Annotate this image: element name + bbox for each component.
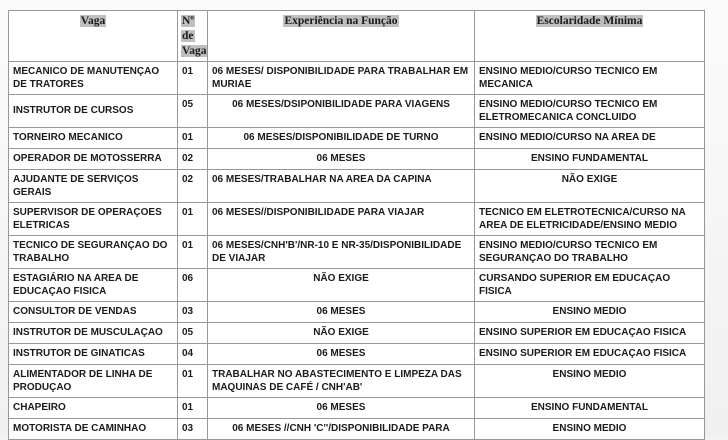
cell-vaga: OPERADOR DE MOTOSSERRA <box>9 148 178 169</box>
cell-num-vagas: 05 <box>178 94 208 127</box>
table-row <box>9 322 705 343</box>
cell-vaga: INSTRUTOR DE CURSOS <box>9 94 178 127</box>
cell-escolaridade: ENSINO MEDIO/CURSO TECNICO EM MECANICA <box>475 61 705 94</box>
cell-experiencia: 06 MESES/DSIPONIBILIDADE PARA VIAGENS <box>208 94 475 127</box>
cell-experiencia: 06 MESES <box>208 148 475 169</box>
cell-vaga: TORNEIRO MECANICO <box>9 127 178 148</box>
cell-num-vagas: 03 <box>178 418 208 439</box>
cell-experiencia: 06 MESES //CNH 'C''/DISPONIBILIDADE PARA <box>208 418 475 439</box>
table-row <box>9 202 705 235</box>
cell-escolaridade: NÃO EXIGE <box>475 169 705 202</box>
cell-experiencia: 06 MESES <box>208 343 475 364</box>
cell-escolaridade: ENSINO SUPERIOR EM EDUCAÇAO FISICA <box>475 322 705 343</box>
cell-num-vagas: 01 <box>178 397 208 418</box>
vacancies-table-header <box>9 11 705 62</box>
cell-num-vagas: 04 <box>178 343 208 364</box>
table-row <box>9 364 705 397</box>
cell-experiencia: 06 MESES <box>208 301 475 322</box>
cell-vaga: MOTORISTA DE CAMINHAO <box>9 418 178 439</box>
cell-num-vagas: 03 <box>178 301 208 322</box>
cell-experiencia: 06 MESES <box>208 397 475 418</box>
cell-escolaridade: TECNICO EM ELETROTECNICA/CURSO NA AREA DE ELETRICIDADE/ENSINO MEDIO <box>475 202 705 235</box>
cell-vaga: CONSULTOR DE VENDAS <box>9 301 178 322</box>
vacancies-table-body <box>9 61 705 439</box>
header-escolaridade-label: Escolaridade Mínima <box>536 15 643 27</box>
cell-vaga: ESTAGIÁRIO NA AREA DE EDUCAÇAO FISICA <box>9 268 178 301</box>
cell-vaga: SUPERVISOR DE OPERAÇOES ELETRICAS <box>9 202 178 235</box>
cell-escolaridade: ENSINO FUNDAMENTAL <box>475 148 705 169</box>
cell-escolaridade: ENSINO FUNDAMENTAL <box>475 397 705 418</box>
table-row <box>9 61 705 94</box>
cell-vaga: MECANICO DE MANUTENÇAO DE TRATORES <box>9 61 178 94</box>
cell-experiencia: 06 MESES/CNH'B'/NR-10 E NR-35/DISPONIBILIDADE DE VIAJAR <box>208 235 475 268</box>
cell-escolaridade: ENSINO MEDIO/CURSO NA AREA DE <box>475 127 705 148</box>
table-row <box>9 148 705 169</box>
header-num-vagas <box>178 11 208 62</box>
header-experiencia-label: Experiência na Função <box>284 15 398 27</box>
cell-num-vagas: 06 <box>178 268 208 301</box>
cell-num-vagas: 01 <box>178 364 208 397</box>
cell-num-vagas: 01 <box>178 127 208 148</box>
table-row <box>9 343 705 364</box>
cell-num-vagas: 02 <box>178 148 208 169</box>
cell-num-vagas: 01 <box>178 202 208 235</box>
table-row <box>9 235 705 268</box>
table-row <box>9 268 705 301</box>
table-row <box>9 418 705 439</box>
cell-experiencia: 06 MESES/DISPONIBILIDADE DE TURNO <box>208 127 475 148</box>
cell-escolaridade: ENSINO MEDIO/CURSO TECNICO EM SEGURANÇAO DO TRABALHO <box>475 235 705 268</box>
cell-escolaridade: CURSANDO SUPERIOR EM EDUCAÇAO FISICA <box>475 268 705 301</box>
header-experiencia <box>208 11 475 62</box>
header-row <box>9 11 705 62</box>
table-row <box>9 301 705 322</box>
cell-escolaridade: ENSINO MEDIO/CURSO TECNICO EM ELETROMECANICA CONCLUIDO <box>475 94 705 127</box>
cell-experiencia: 06 MESES/TRABALHAR NA AREA DA CAPINA <box>208 169 475 202</box>
cell-escolaridade: ENSINO MEDIO <box>475 418 705 439</box>
cell-vaga: INSTRUTOR DE MUSCULAÇAO <box>9 322 178 343</box>
table-row <box>9 169 705 202</box>
cell-num-vagas: 05 <box>178 322 208 343</box>
header-escolaridade <box>475 11 705 62</box>
cell-experiencia: NÃO EXIGE <box>208 268 475 301</box>
cell-vaga: AJUDANTE DE SERVIÇOS GERAIS <box>9 169 178 202</box>
cell-escolaridade: ENSINO SUPERIOR EM EDUCAÇAO FISICA <box>475 343 705 364</box>
header-vaga-label: Vaga <box>80 15 106 27</box>
cell-escolaridade: ENSINO MEDIO <box>475 364 705 397</box>
cell-vaga: TECNICO DE SEGURANÇAO DO TRABALHO <box>9 235 178 268</box>
header-num-vagas-label: Nº de Vaga <box>182 15 207 57</box>
vacancies-table <box>8 10 705 440</box>
cell-num-vagas: 01 <box>178 61 208 94</box>
cell-vaga: CHAPEIRO <box>9 397 178 418</box>
table-row <box>9 397 705 418</box>
cell-experiencia: NÃO EXIGE <box>208 322 475 343</box>
cell-vaga: ALIMENTADOR DE LINHA DE PRODUÇAO <box>9 364 178 397</box>
table-row <box>9 94 705 127</box>
table-row <box>9 127 705 148</box>
cell-experiencia: TRABALHAR NO ABASTECIMENTO E LIMPEZA DAS MAQUINAS DE CAFÉ / CNH'AB' <box>208 364 475 397</box>
cell-experiencia: 06 MESES/ DISPONIBILIDADE PARA TRABALHAR EM MURIAE <box>208 61 475 94</box>
cell-experiencia: 06 MESES//DISPONIBILIDADE PARA VIAJAR <box>208 202 475 235</box>
cell-num-vagas: 01 <box>178 235 208 268</box>
header-vaga <box>9 11 178 62</box>
cell-escolaridade: ENSINO MEDIO <box>475 301 705 322</box>
cell-vaga: INSTRUTOR DE GINATICAS <box>9 343 178 364</box>
cell-num-vagas: 02 <box>178 169 208 202</box>
